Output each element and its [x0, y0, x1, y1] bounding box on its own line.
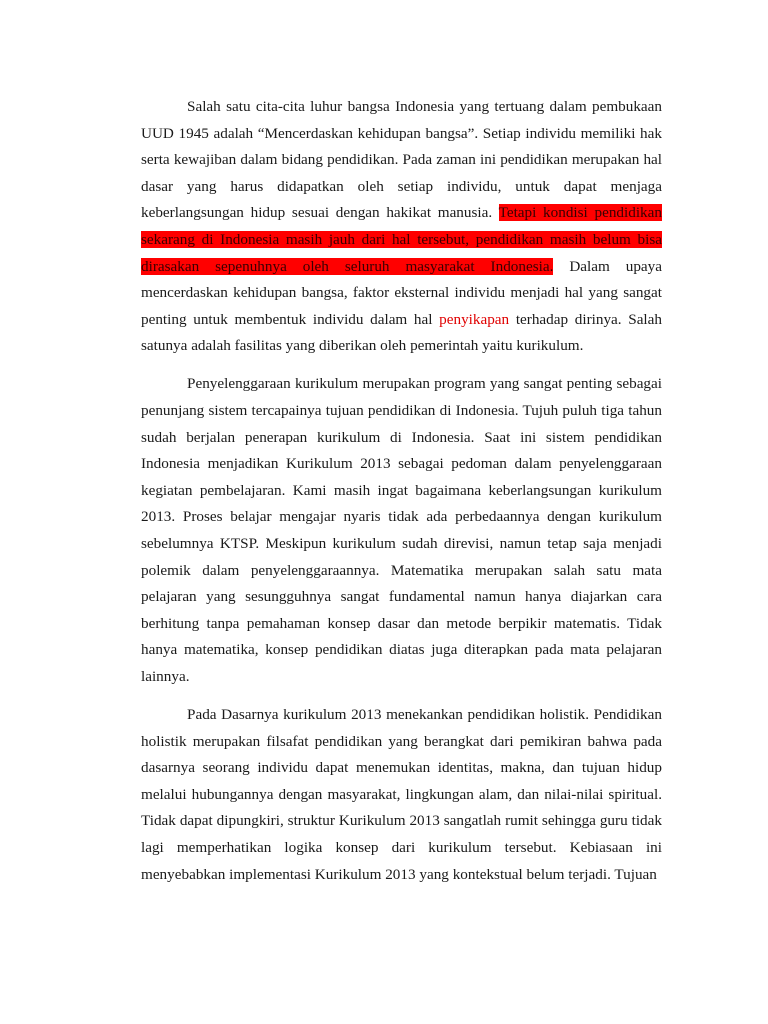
paragraph-1 [141, 94, 662, 360]
paragraph-2: Penyelenggaraan kurikulum merupakan program yang sangat penting sebagai penunjang sistem tercapainya tujuan pendidikan di Indonesia. Tujuh puluh tiga tahun sudah berjalan penerapan kurikulum di Indonesia. Saat ini sistem pendidikan Indonesia menjadikan Kurikulum 2013 sebagai pedoman dalam penyelenggaraan kegiatan pembelajaran. Kami masih ingat bagaimana keberlangsungan kurikulum 2013. Proses belajar mengajar nyaris tidak ada perbedaannya dengan kurikulum sebelumnya KTSP. Meskipun kurikulum sudah direvisi, namun tetap saja menjadi polemik dalam penyelenggaraannya. Matematika merupakan salah satu mata pelajaran yang sesungguhnya sangat fundamental namun hanya diajarkan cara berhitung tanpa pemahaman konsep dasar dan metode berpikir matematis. Tidak hanya matematika, konsep pendidikan diatas juga diterapkan pada mata pelajaran lainnya. [141, 375, 662, 685]
red-marked-word: penyikapan [439, 310, 510, 328]
paragraph-1-text-b: Dalam upaya mencerdaskan kehidupan bangsa, faktor eksternal individu menjadi hal yang sangat penting untuk membentuk individu dalam hal [141, 257, 662, 328]
paragraph-1-text-a: Salah satu cita-cita luhur bangsa Indonesia yang tertuang dalam pembukaan UUD 1945 adalah “Mencerdaskan kehidupan bangsa”. Setiap individu memiliki hak serta kewajiban dalam bidang pendidikan. Pada zaman ini pendidikan merupakan hal dasar yang harus didapatkan oleh setiap individu, untuk dapat menjaga keberlangsungan hidup sesuai dengan hakikat manusia. [141, 98, 662, 222]
paragraph-3: Pada Dasarnya kurikulum 2013 menekankan pendidikan holistik. Pendidikan holistik merupakan filsafat pendidikan yang berangkat dari pemikiran bahwa pada dasarnya seorang individu dapat menemukan identitas, makna, dan tujuan hidup melalui hubungannya dengan masyarakat, lingkungan alam, dan nilai-nilai spiritual. Tidak dapat dipungkiri, struktur Kurikulum 2013 sangatlah rumit sehingga guru tidak lagi memperhatikan logika konsep dari kurikulum tersebut. Kebiasaan ini menyebabkan implementasi Kurikulum 2013 yang kontekstual belum terjadi. Tujuan [141, 706, 662, 883]
paragraph-1-text-c: terhadap dirinya. Salah satunya adalah fasilitas yang diberikan oleh pemerintah yaitu kurikulum. [141, 310, 662, 355]
highlighted-sentence: Tetapi kondisi pendidikan sekarang di Indonesia masih jauh dari hal tersebut, pendidikan masih belum bisa dirasakan sepenuhnya oleh seluruh masyarakat Indonesia. [141, 204, 662, 275]
document-body [141, 94, 662, 900]
